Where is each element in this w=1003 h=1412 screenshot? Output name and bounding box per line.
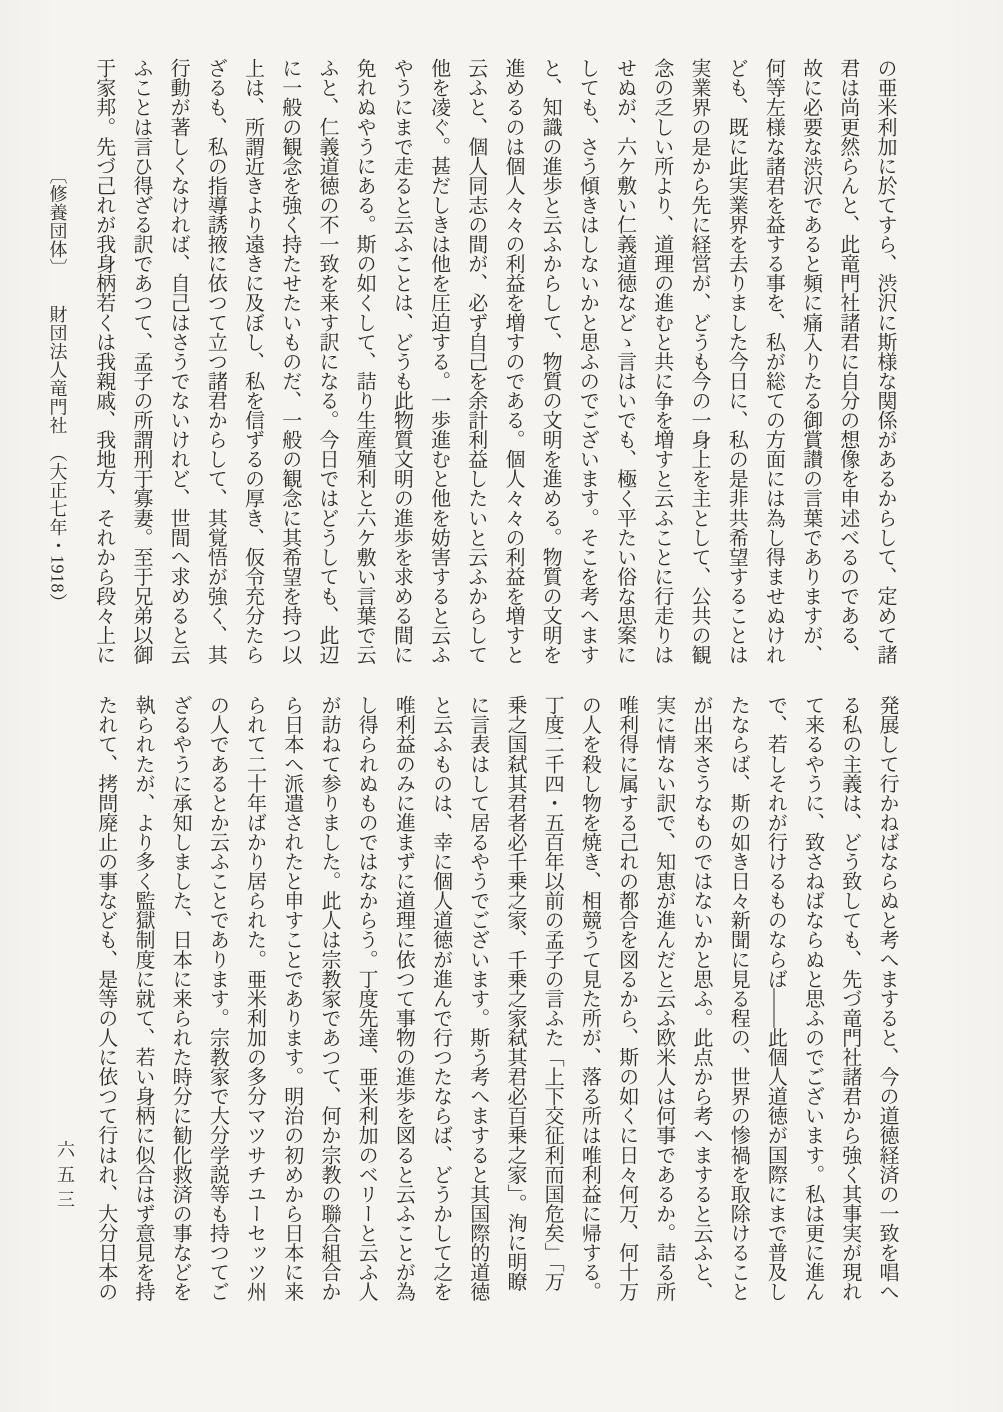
text-column: 故に必要な渋沢であると頻に痛入りたる御賞讃の言葉でありますが、	[799, 58, 822, 665]
text-column: 唯利益のみに進まずに道理に依つて事物の進歩を図ると云ふことが為	[392, 695, 415, 1302]
text-column: て来るやうに、致さねばならぬと思ふのでございます。私は更に進ん	[801, 695, 824, 1302]
text-column: に一般の観念を強く持たせたいものだ、一般の観念に其希望を持つ以	[278, 58, 301, 665]
text-column: 実業界の是から先に経営が、どうも今の一身上を主として、公共の観	[687, 58, 710, 665]
text-column: ざるも、私の指導誘掖に依つて立つ諸君からして、其覚悟が強く、其	[204, 58, 227, 665]
text-column: し得られぬものではなからう。丁度先達、亜米利加のベリーと云ふ人	[355, 695, 378, 1302]
text-column: しても、さう傾きはしないかと思ふのでございます。そこを考へます	[576, 58, 599, 665]
text-column: 丁度二千四・五百年以前の孟子の言ふた「上下交征利而国危矣」「万	[541, 695, 564, 1292]
text-column: 于家邦。先づ己れが我身柄若くは我親戚、我地方、それから段々上に	[92, 58, 115, 665]
text-column: 上は、所謂近きより遠きに及ぼし、私を信ずるの厚き、仮令充分たら	[241, 58, 264, 665]
text-column: 進めるのは個人々々の利益を増すのである。個人々々の利益を増すと	[501, 58, 524, 665]
text-column: の人を殺し物を焼き、相競うて見た所が、落る所は唯利益に帰する。	[578, 695, 601, 1302]
text-column: せぬが、六ケ敷い仁義道徳などゝ言はいでも、極く平たい俗な思案に	[613, 58, 636, 665]
text-column: 行動が著しくなければ、自己はさうでないけれど、世間へ求めると云	[167, 58, 190, 665]
page-number: 六五三	[55, 1140, 75, 1215]
top-text-block	[39, 58, 903, 708]
bottom-text-block	[87, 695, 905, 1355]
text-column: が訪ねて参りました。此人は宗教家であつて、何か宗教の聯合組合か	[317, 695, 340, 1302]
text-column: 乗之国弑其君者必千乗之家、千乗之家弑其君必百乗之家」。洵に明瞭	[503, 695, 526, 1292]
text-column: る私の主義は、どう致しても、先づ竜門社諸君から強く其事実が現れ	[838, 695, 861, 1302]
text-column: たならば、斯の如き日々新聞に見る程の、世界の惨禍を取除けること	[727, 695, 750, 1302]
text-column: と、知識の進歩と云ふからして、物質の文明を進める。物質の文明を	[539, 58, 562, 665]
text-column: ざるやうに承知しました、日本に来られた時分に勧化救済の事などを	[169, 695, 192, 1302]
text-column: と云ふものは、幸に個人道徳が進んで行つたならば、どうかして之を	[429, 695, 452, 1302]
text-column: 発展して行かねばならぬと考へますると、今の道徳経済の一致を唱へ	[876, 695, 898, 1302]
text-column: 唯利得に属する己れの都合を図るから、斯の如くに日々何万、何十万	[615, 695, 638, 1302]
text-column: の亜米利加に於てすら、渋沢に斯様な関係があるからして、定めて諸	[874, 58, 896, 665]
text-column: 実に情ない訳で、知恵が進んだと云ふ欧米人は何事であるか。詰る所	[652, 695, 675, 1302]
text-column: 云ふと、個人同志の間が、必ず自己を余計利益したいと云ふからして	[464, 58, 487, 665]
text-column: られて二十年ばかり居られた。亜米利加の多分マツサチユーセッツ州	[243, 695, 266, 1302]
text-column: ども、既に此実業界を去りました今日に、私の是非共希望することは	[725, 58, 748, 665]
text-column: 君は尚更然らんと、此竜門社諸君に自分の想像を申述べるのである、	[836, 58, 859, 665]
text-column: 念の乏しい所より、道理の進むと共に争を増すと云ふことに行走りは	[650, 58, 673, 665]
attribution-line: 〔修養団体〕 財団法人竜門社 （大正七年・1918）	[47, 166, 68, 612]
text-column: 他を凌ぐ。甚だしきは他を圧迫する。一歩進むと他を妨害すると云ふ	[427, 58, 450, 665]
text-column: ふことは言ひ得ざる訳であつて、孟子の所謂刑于寡妻。至于兄弟以御	[129, 58, 152, 665]
text-column: が出来さうなものではないかと思ふ。此点から考へますると云ふと、	[689, 695, 712, 1302]
text-column: で、若しそれが行けるものならば――此個人道徳が国際にまで普及し	[764, 695, 787, 1302]
text-column: の人であるとか云ふことであります。宗教家で大分学説等も持つてご	[206, 695, 229, 1302]
text-column: に言表はして居るやうでございます。斯う考へますると其国際的道徳	[466, 695, 489, 1302]
text-column: やうにまで走ると云ふことは、どうも此物質文明の進歩を求める間に	[390, 58, 413, 665]
text-column: ら日本へ派遣されたと申すことであります。明治の初めから日本に来	[280, 695, 303, 1302]
text-column: ふと、仁義道徳の不一致を来す訳になる。今日ではどうしても、此辺	[315, 58, 338, 665]
text-column: たれて、拷問廃止の事なども、是等の人に依つて行はれ、大分日本の	[94, 695, 117, 1302]
text-column: 何等左様な諸君を益する事を、私が総ての方面には為し得ませぬけれ	[762, 58, 785, 665]
text-column: 免れぬやうにある。斯の如くして、詰り生産殖利と六ケ敷い言葉で云	[353, 58, 376, 665]
text-column: 執られたが、より多く監獄制度に就て、若い身柄に似合はず意見を持	[131, 695, 154, 1302]
